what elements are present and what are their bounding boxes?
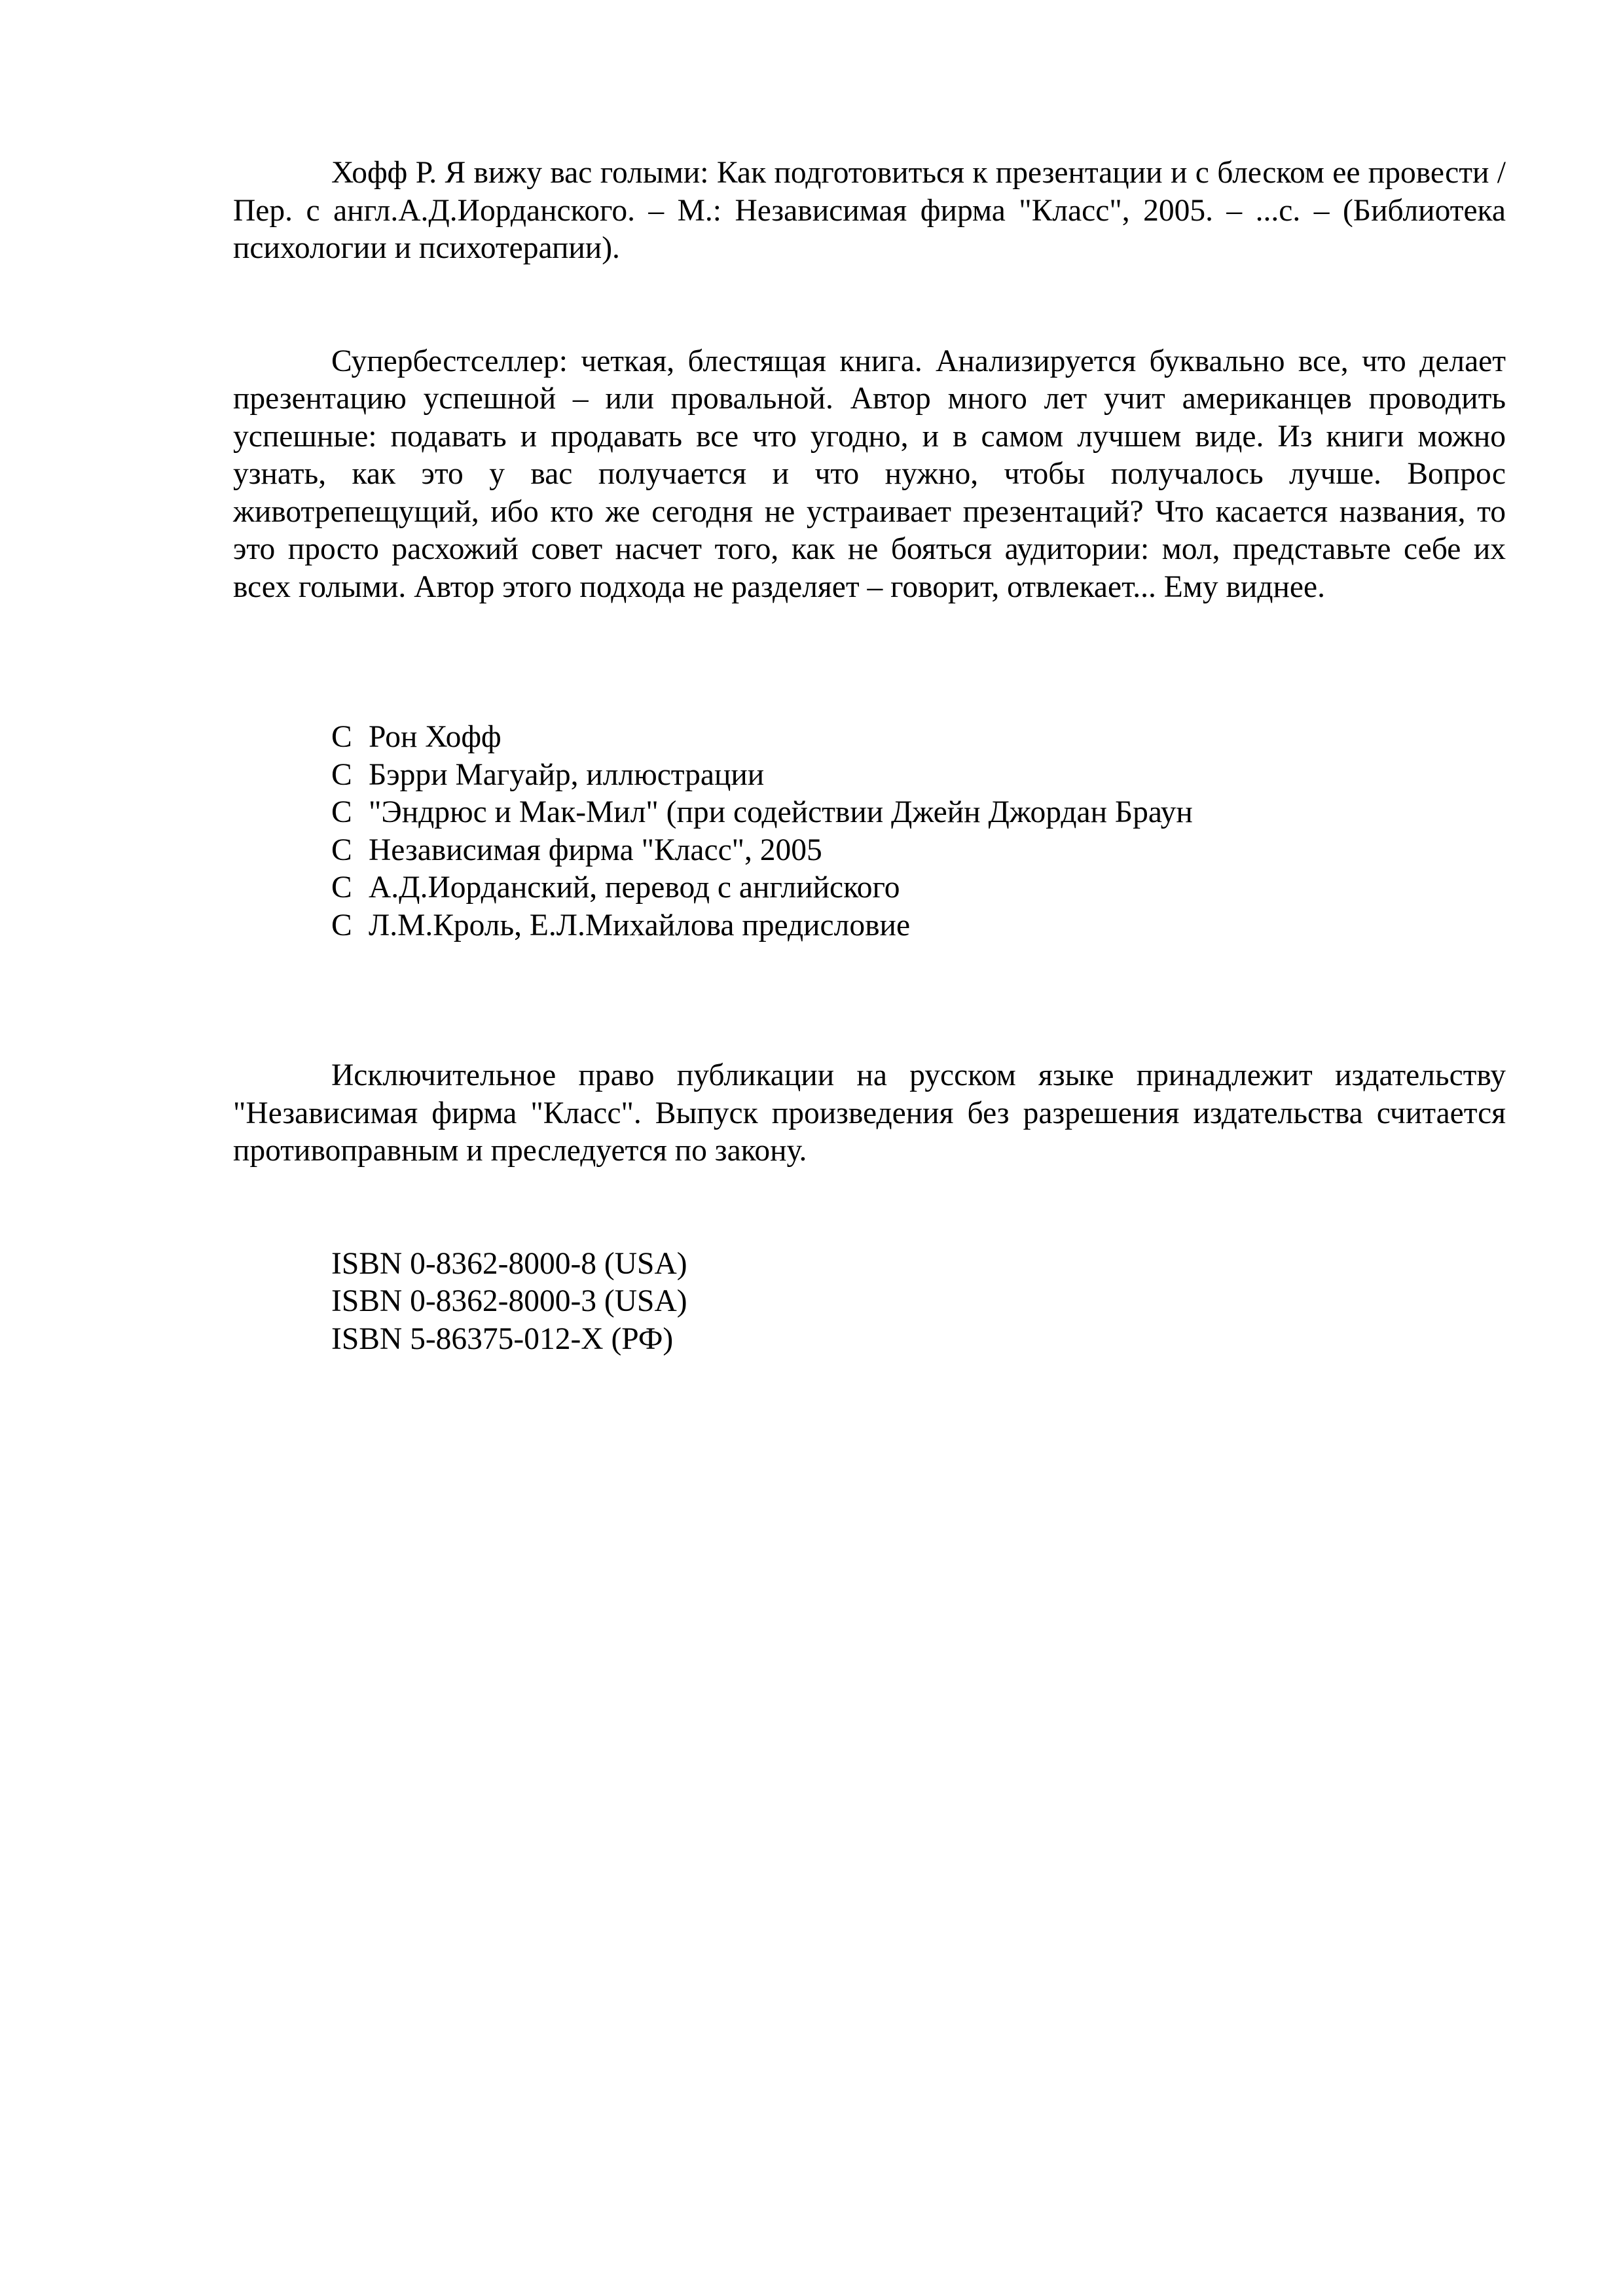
copyright-holder: Бэрри Магуайр, иллюстрации: [369, 757, 765, 792]
copyright-line: [331, 832, 1506, 870]
copyright-list: [331, 719, 1506, 944]
copyright-holder: Независимая фирма "Класс", 2005: [369, 833, 822, 867]
copyright-mark: С: [331, 795, 352, 829]
rights-notice: Исключительное право публикации на русском языке принадлежит издательству "Независимая фирма "Класс". Выпуск произведения без разрешения издательства считается противоправным и преследуется по закону.: [233, 1058, 1506, 1168]
isbn-line: ISBN 5-86375-012-X (РФ): [331, 1321, 674, 1356]
isbn-line: ISBN 0-8362-8000-3 (USA): [331, 1284, 687, 1318]
isbn-line: ISBN 0-8362-8000-8 (USA): [331, 1246, 687, 1281]
copyright-mark: С: [331, 720, 352, 754]
copyright-line: [331, 794, 1506, 832]
isbn-list: [331, 1246, 1506, 1359]
copyright-holder: Л.М.Кроль, Е.Л.Михайлова предисловие: [369, 908, 911, 942]
copyright-line: [331, 719, 1506, 757]
copyright-line: [331, 757, 1506, 795]
copyright-holder: "Эндрюс и Мак-Мил" (при содействии Джейн Джордан Браун: [369, 795, 1193, 829]
document-page: [233, 154, 1506, 1358]
copyright-mark: С: [331, 908, 352, 942]
copyright-holder: Рон Хофф: [369, 720, 501, 754]
copyright-line: [331, 907, 1506, 945]
book-annotation: Супербестселлер: четкая, блестящая книга. Анализируется буквально все, что делает презентацию успешной – или провальной. Автор много лет учит американцев проводить успешные: подавать и продавать все что угодно, и в самом лучшем виде. Из книги можно узнать, как это у вас получается и что нужно, чтобы получалось лучше. Вопрос животрепещущий, ибо кто же сегодня не устраивает презентаций? Что касается названия, то это просто расхожий совет насчет того, как не бояться аудитории: мол, представьте себе их всех голыми. Автор этого подхода не разделяет – говорит, отвлекает... Ему виднее.: [233, 344, 1506, 604]
copyright-holder: А.Д.Иорданский, перевод с английского: [369, 870, 900, 905]
bibliographic-citation: Хофф Р. Я вижу вас голыми: Как подготовиться к презентации и с блеском ее провести /Пер. с англ.А.Д.Иорданского. – М.: Независимая фирма "Класс", 2005. – ...с. – (Библиотека психологии и психотерапии).: [233, 156, 1506, 265]
copyright-mark: С: [331, 870, 352, 905]
copyright-line: [331, 869, 1506, 907]
copyright-mark: С: [331, 757, 352, 792]
copyright-mark: С: [331, 833, 352, 867]
